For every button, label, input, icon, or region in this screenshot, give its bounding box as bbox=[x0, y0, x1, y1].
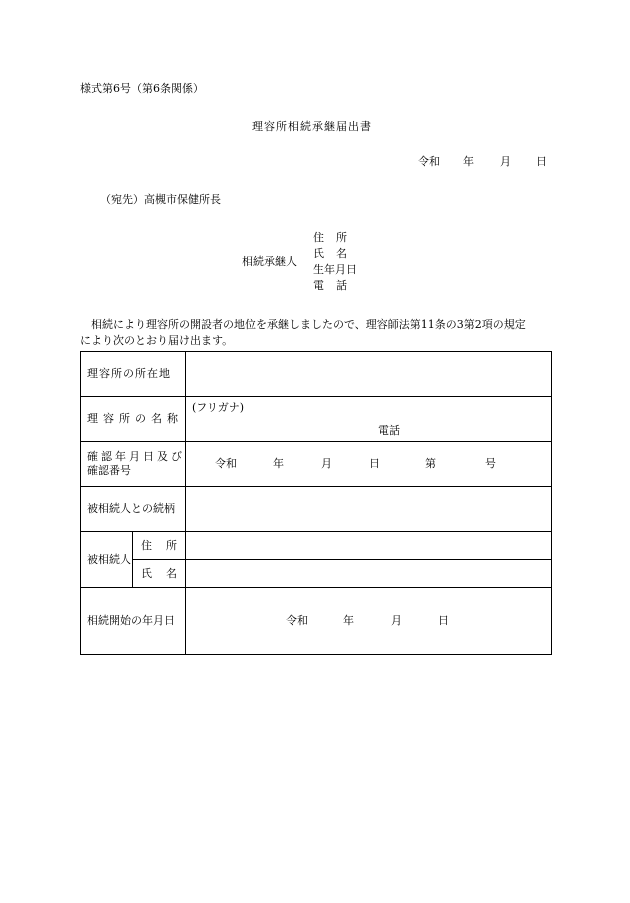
date-year: 年 bbox=[463, 155, 474, 168]
furigana-label: (フリガナ) bbox=[192, 401, 245, 414]
decedent-name-label: 氏 名 bbox=[133, 560, 186, 588]
applicant-address-label: 住 所 bbox=[313, 231, 347, 244]
row-relationship bbox=[81, 487, 552, 532]
row-shop-name bbox=[81, 397, 552, 442]
confirmation-era: 令和 bbox=[215, 457, 237, 470]
start-date-era: 令和 bbox=[286, 614, 308, 627]
form-number: 様式第6号（第6条関係） bbox=[80, 82, 204, 95]
confirmation-label: 確認年月日及び 確認番号 bbox=[81, 442, 186, 487]
start-date-label: 相続開始の年月日 bbox=[81, 588, 186, 655]
confirmation-value-cell[interactable] bbox=[186, 442, 552, 487]
decedent-label: 被相続人 bbox=[81, 532, 133, 588]
relationship-label: 被相続人との続柄 bbox=[81, 487, 186, 532]
applicant-label: 相続承継人 bbox=[242, 255, 297, 268]
decedent-name-value-cell[interactable] bbox=[186, 560, 552, 588]
shop-phone-label: 電話 bbox=[378, 424, 400, 437]
confirmation-number-prefix: 第 bbox=[425, 457, 436, 470]
row-confirmation bbox=[81, 442, 552, 487]
shop-name-label: 理容所の名称 bbox=[81, 397, 186, 442]
row-decedent-name bbox=[81, 560, 552, 588]
row-start-date bbox=[81, 588, 552, 655]
applicant-birthdate-label: 生年月日 bbox=[313, 263, 357, 276]
shop-name-value-cell[interactable] bbox=[186, 397, 552, 442]
body-text-line2: により次のとおり届け出ます。 bbox=[80, 334, 234, 347]
relationship-value-cell[interactable] bbox=[186, 487, 552, 532]
date-day: 日 bbox=[536, 155, 547, 168]
applicant-name-label: 氏 名 bbox=[313, 247, 347, 260]
start-date-value-cell[interactable] bbox=[186, 588, 552, 655]
start-date-month: 月 bbox=[391, 614, 402, 627]
confirmation-day: 日 bbox=[369, 457, 380, 470]
location-value-cell[interactable] bbox=[186, 352, 552, 397]
applicant-phone-label: 電 話 bbox=[313, 279, 347, 292]
addressee: （宛先）高槻市保健所長 bbox=[100, 193, 221, 206]
start-date-year: 年 bbox=[343, 614, 354, 627]
start-date-day: 日 bbox=[438, 614, 449, 627]
date-month: 月 bbox=[500, 155, 511, 168]
body-text-line1: 相続により理容所の開設者の地位を承継しましたので、理容師法第11条の3第2項の規定 bbox=[91, 318, 526, 331]
confirmation-number-suffix: 号 bbox=[485, 457, 496, 470]
location-label: 理容所の所在地 bbox=[81, 352, 186, 397]
document-title: 理容所相続承継届出書 bbox=[252, 120, 372, 133]
confirmation-year: 年 bbox=[273, 457, 284, 470]
decedent-address-label: 住 所 bbox=[133, 532, 186, 560]
row-decedent-address bbox=[81, 532, 552, 560]
row-location bbox=[81, 352, 552, 397]
decedent-address-value-cell[interactable] bbox=[186, 532, 552, 560]
notification-form-table bbox=[80, 351, 552, 655]
confirmation-month: 月 bbox=[321, 457, 332, 470]
date-era: 令和 bbox=[418, 155, 440, 168]
